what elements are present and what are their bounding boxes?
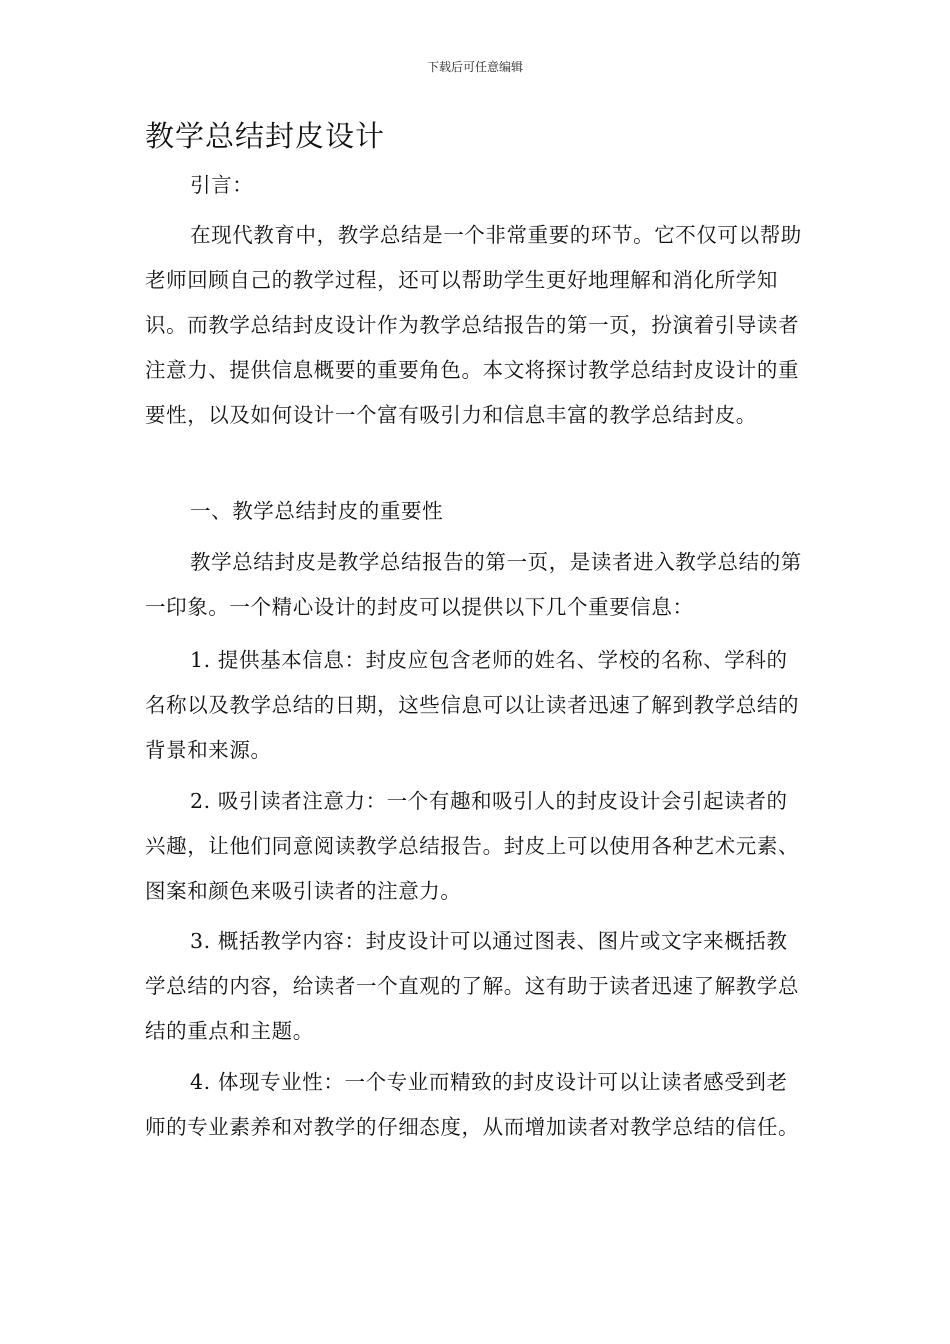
list-item-3: 3. 概括教学内容：封皮设计可以通过图表、图片或文字来概括教学总结的内容，给读者一个直观的了解。这有助于读者迅速了解教学总结的重点和主题。 [145,929,800,1043]
paragraph-intro: 在现代教育中，教学总结是一个非常重要的环节。它不仅可以帮助老师回顾自己的教学过程，还可以帮助学生更好地理解和消化所学知识。而教学总结封皮设计作为教学总结报告的第一页，扮演着引导读者注意力、提供信息概要的重要角色。本文将探讨教学总结封皮设计的重要性，以及如何设计一个富有吸引力和信息丰富的教学总结封皮。 [145,223,802,427]
list-item-2: 2. 吸引读者注意力：一个有趣和吸引人的封皮设计会引起读者的兴趣，让他们同意阅读教学总结报告。封皮上可以使用各种艺术元素、图案和颜色来吸引读者的注意力。 [145,789,800,903]
intro-label: 引言： [190,173,254,197]
list-item-4: 4. 体现专业性：一个专业而精致的封皮设计可以让读者感受到老师的专业素养和对教学的仔细态度，从而增加读者对教学总结的信任。 [145,1070,800,1139]
list-item-1: 1. 提供基本信息：封皮应包含老师的姓名、学校的名称、学科的名称以及教学总结的日期，这些信息可以让读者迅速了解到教学总结的背景和来源。 [145,648,800,762]
section-heading-1: 一、教学总结封皮的重要性 [190,499,444,523]
header-note: 下载后可任意编辑 [426,60,523,74]
paragraph-section-1: 教学总结封皮是教学总结报告的第一页，是读者进入教学总结的第一印象。一个精心设计的封皮可以提供以下几个重要信息： [145,550,802,619]
document-title: 教学总结封皮设计 [145,119,386,153]
